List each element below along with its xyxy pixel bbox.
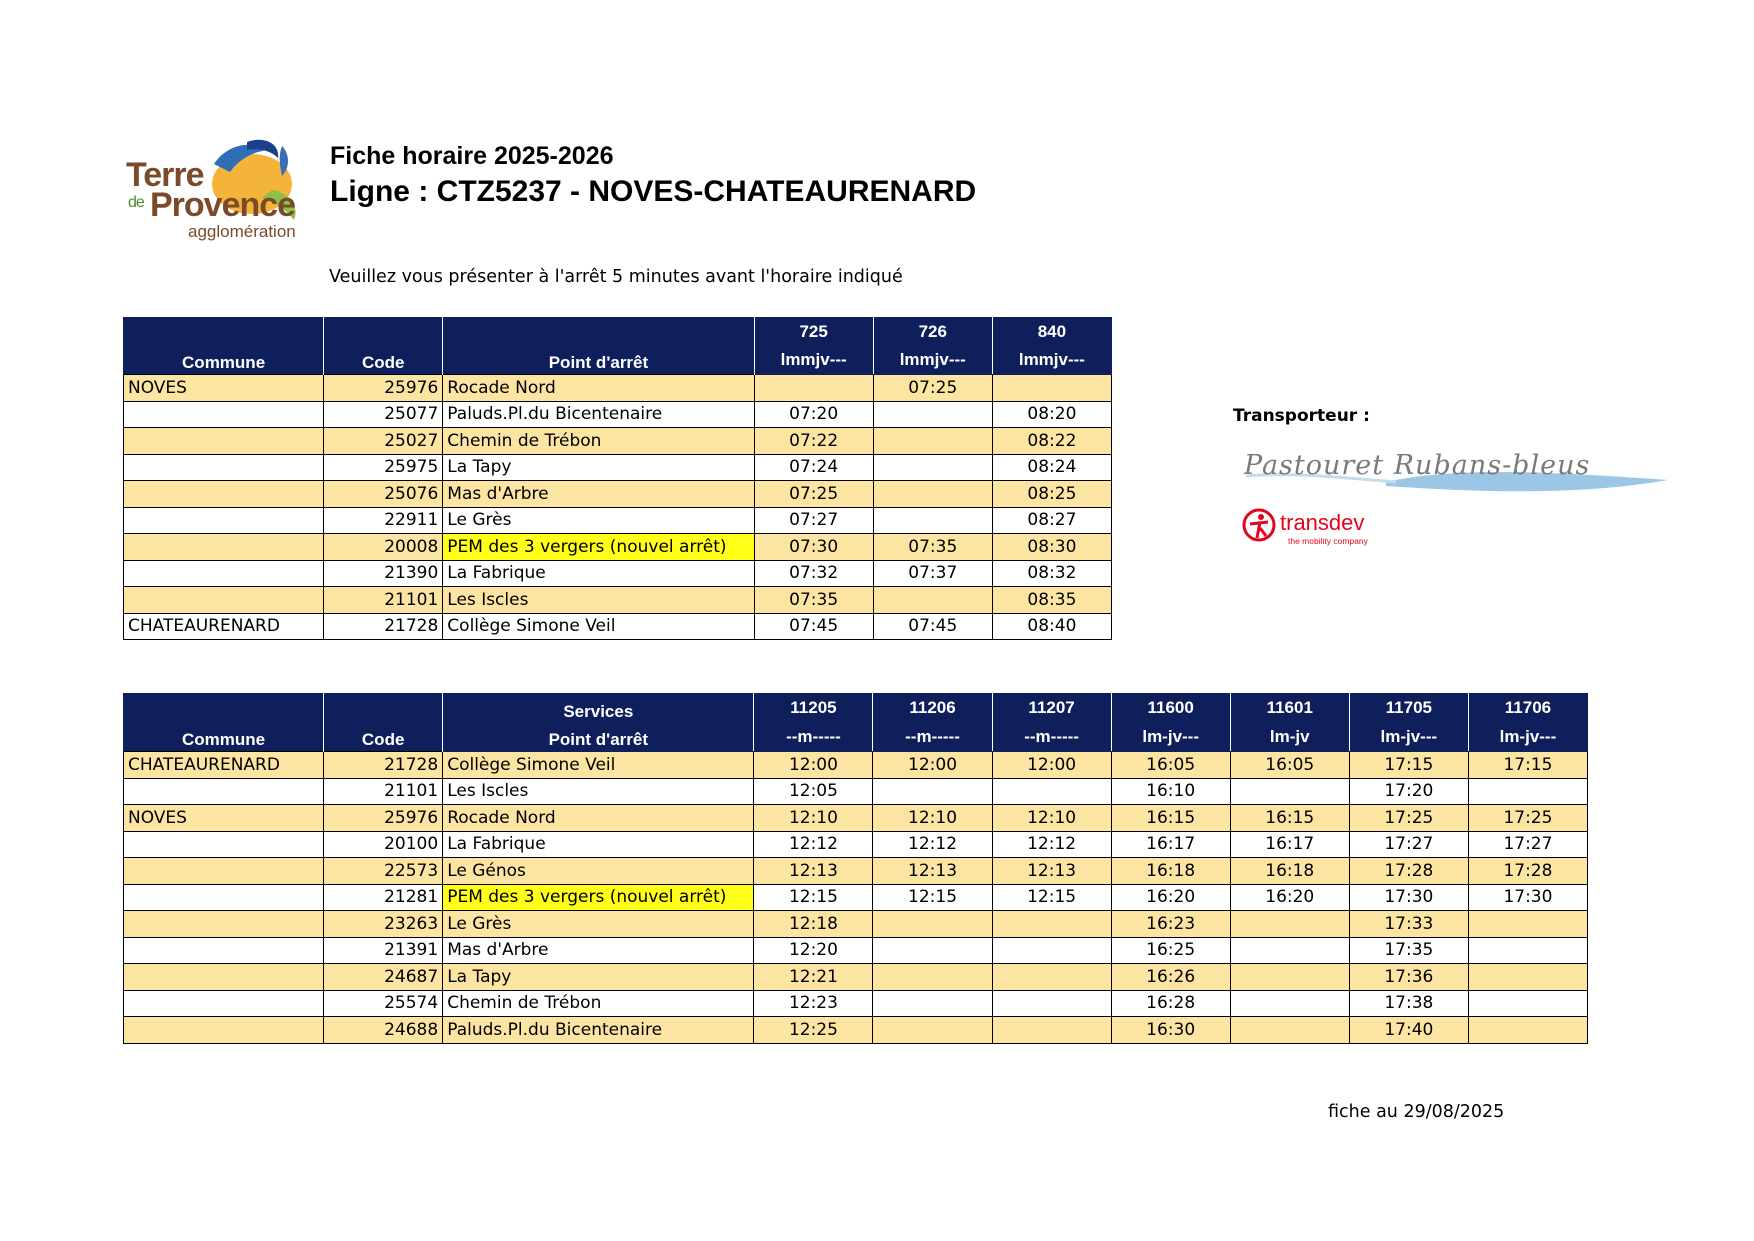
stop-cell: Le Génos — [443, 858, 754, 885]
time-cell: 16:15 — [1111, 805, 1230, 832]
time-cell — [1468, 1017, 1587, 1044]
time-cell: 07:25 — [873, 375, 992, 402]
time-cell: 12:00 — [754, 752, 873, 779]
time-cell — [1230, 990, 1349, 1017]
time-cell — [1468, 990, 1587, 1017]
time-cell: 12:15 — [754, 884, 873, 911]
table-row — [124, 481, 1112, 508]
code-cell: 25077 — [324, 401, 443, 428]
stop-cell: Le Grès — [443, 507, 754, 534]
time-cell: 12:10 — [992, 805, 1111, 832]
time-cell: 16:15 — [1230, 805, 1349, 832]
time-cell — [873, 428, 992, 455]
stop-cell: Collège Simone Veil — [443, 613, 754, 640]
table-row — [124, 587, 1112, 614]
code-cell: 21390 — [324, 560, 443, 587]
code-cell: 24688 — [324, 1017, 443, 1044]
time-cell: 07:24 — [754, 454, 873, 481]
time-cell — [992, 911, 1111, 938]
time-cell: 17:15 — [1349, 752, 1468, 779]
time-cell: 17:25 — [1349, 805, 1468, 832]
code-cell: 25076 — [324, 481, 443, 508]
logo-word-agglomeration: agglomération — [188, 222, 296, 241]
transdev-tagline: the mobility company — [1288, 536, 1368, 546]
stop-cell: La Tapy — [443, 964, 754, 991]
table-row — [124, 831, 1588, 858]
commune-cell — [124, 1017, 324, 1044]
time-cell — [992, 990, 1111, 1017]
time-cell: 07:45 — [873, 613, 992, 640]
pastouret-logo-text: Pastouret Rubans-bleus — [1244, 450, 1591, 481]
time-cell: 16:18 — [1111, 858, 1230, 885]
table-row — [124, 858, 1588, 885]
time-cell — [873, 1017, 992, 1044]
commune-cell: CHATEAURENARD — [124, 613, 324, 640]
time-cell: 08:25 — [992, 481, 1111, 508]
time-cell: 12:13 — [754, 858, 873, 885]
time-cell: 07:27 — [754, 507, 873, 534]
stop-cell: Collège Simone Veil — [443, 752, 754, 779]
time-cell: 17:35 — [1349, 937, 1468, 964]
time-cell: 17:33 — [1349, 911, 1468, 938]
service-number: 11205 — [754, 694, 873, 723]
table-row — [124, 428, 1112, 455]
time-cell — [992, 964, 1111, 991]
transdev-logo — [1240, 504, 1400, 552]
table-row — [124, 507, 1112, 534]
time-cell: 12:13 — [873, 858, 992, 885]
stop-cell: Mas d'Arbre — [443, 481, 754, 508]
time-cell: 17:27 — [1468, 831, 1587, 858]
time-cell — [873, 964, 992, 991]
stop-cell: Mas d'Arbre — [443, 937, 754, 964]
time-cell: 17:28 — [1349, 858, 1468, 885]
time-cell: 12:00 — [873, 752, 992, 779]
table-row — [124, 911, 1588, 938]
timetable-return — [123, 693, 1588, 1044]
code-cell: 25975 — [324, 454, 443, 481]
stop-cell: PEM des 3 vergers (nouvel arrêt) — [443, 534, 754, 561]
time-cell — [1468, 964, 1587, 991]
service-days: --m----- — [992, 722, 1111, 752]
time-cell: 12:15 — [992, 884, 1111, 911]
time-cell: 17:25 — [1468, 805, 1587, 832]
terre-de-provence-logo — [122, 136, 312, 248]
service-days: lmmjv--- — [754, 346, 873, 375]
table-row — [124, 401, 1112, 428]
code-cell: 21728 — [324, 752, 443, 779]
stop-cell: Rocade Nord — [443, 805, 754, 832]
service-number: 840 — [992, 318, 1111, 347]
code-cell: 21391 — [324, 937, 443, 964]
time-cell — [873, 454, 992, 481]
time-cell: 12:21 — [754, 964, 873, 991]
stop-cell: Paluds.Pl.du Bicentenaire — [443, 1017, 754, 1044]
stop-cell: Chemin de Trébon — [443, 428, 754, 455]
time-cell: 12:00 — [992, 752, 1111, 779]
code-cell: 20008 — [324, 534, 443, 561]
notice-text: Veuillez vous présenter à l'arrêt 5 minutes avant l'horaire indiqué — [329, 267, 903, 287]
time-cell: 08:30 — [992, 534, 1111, 561]
commune-cell — [124, 560, 324, 587]
header-point-arret: Point d'arrêt — [443, 722, 754, 752]
time-cell: 08:35 — [992, 587, 1111, 614]
commune-cell: CHATEAURENARD — [124, 752, 324, 779]
transporteur-label: Transporteur : — [1233, 406, 1370, 426]
service-days: --m----- — [873, 722, 992, 752]
time-cell: 16:20 — [1111, 884, 1230, 911]
commune-cell — [124, 428, 324, 455]
time-cell: 08:40 — [992, 613, 1111, 640]
time-cell: 12:12 — [873, 831, 992, 858]
time-cell — [873, 401, 992, 428]
time-cell — [1468, 911, 1587, 938]
transdev-figure-icon — [1242, 508, 1278, 544]
commune-cell — [124, 454, 324, 481]
code-cell: 25976 — [324, 805, 443, 832]
logo-word-provence: Provence — [150, 186, 296, 224]
time-cell — [873, 911, 992, 938]
time-cell: 16:18 — [1230, 858, 1349, 885]
time-cell: 07:37 — [873, 560, 992, 587]
code-cell: 21101 — [324, 778, 443, 805]
service-days: lmmjv--- — [992, 346, 1111, 375]
commune-cell — [124, 587, 324, 614]
time-cell: 17:20 — [1349, 778, 1468, 805]
commune-cell — [124, 911, 324, 938]
time-cell: 07:20 — [754, 401, 873, 428]
time-cell: 17:30 — [1349, 884, 1468, 911]
time-cell: 17:27 — [1349, 831, 1468, 858]
service-number: 725 — [754, 318, 873, 347]
commune-cell: NOVES — [124, 375, 324, 402]
time-cell — [1468, 778, 1587, 805]
time-cell — [1468, 937, 1587, 964]
service-days: lmmjv--- — [873, 346, 992, 375]
time-cell: 16:20 — [1230, 884, 1349, 911]
stop-cell: Paluds.Pl.du Bicentenaire — [443, 401, 754, 428]
time-cell: 12:05 — [754, 778, 873, 805]
time-cell — [873, 778, 992, 805]
table-row — [124, 937, 1588, 964]
code-cell: 22911 — [324, 507, 443, 534]
time-cell — [992, 778, 1111, 805]
table-row — [124, 884, 1588, 911]
stop-cell: Chemin de Trébon — [443, 990, 754, 1017]
stop-cell: Les Iscles — [443, 778, 754, 805]
time-cell: 12:20 — [754, 937, 873, 964]
time-cell: 16:05 — [1230, 752, 1349, 779]
code-cell: 24687 — [324, 964, 443, 991]
commune-cell — [124, 937, 324, 964]
stop-cell: La Fabrique — [443, 560, 754, 587]
service-days: lm-jv--- — [1349, 722, 1468, 752]
time-cell: 16:26 — [1111, 964, 1230, 991]
time-cell: 12:25 — [754, 1017, 873, 1044]
table-row — [124, 990, 1588, 1017]
commune-cell — [124, 401, 324, 428]
table-row — [124, 964, 1588, 991]
time-cell — [873, 507, 992, 534]
time-cell: 16:25 — [1111, 937, 1230, 964]
time-cell: 16:23 — [1111, 911, 1230, 938]
code-cell: 21101 — [324, 587, 443, 614]
time-cell — [1230, 937, 1349, 964]
time-cell — [992, 375, 1111, 402]
service-number: 11206 — [873, 694, 992, 723]
service-days: lm-jv--- — [1468, 722, 1587, 752]
time-cell: 07:35 — [754, 587, 873, 614]
time-cell — [1230, 1017, 1349, 1044]
transdev-logo-text: transdev — [1280, 510, 1365, 535]
code-cell: 20100 — [324, 831, 443, 858]
time-cell: 07:45 — [754, 613, 873, 640]
footer-date: fiche au 29/08/2025 — [1328, 1102, 1505, 1122]
commune-cell — [124, 884, 324, 911]
time-cell — [754, 375, 873, 402]
time-cell: 12:12 — [754, 831, 873, 858]
time-cell — [1230, 778, 1349, 805]
time-cell: 17:28 — [1468, 858, 1587, 885]
time-cell: 08:32 — [992, 560, 1111, 587]
time-cell: 08:20 — [992, 401, 1111, 428]
time-cell: 07:30 — [754, 534, 873, 561]
commune-cell — [124, 481, 324, 508]
timetable-outbound — [123, 317, 1112, 640]
time-cell: 16:28 — [1111, 990, 1230, 1017]
time-cell: 07:32 — [754, 560, 873, 587]
time-cell: 17:15 — [1468, 752, 1587, 779]
service-days: lm-jv — [1230, 722, 1349, 752]
table-row — [124, 534, 1112, 561]
commune-cell — [124, 964, 324, 991]
commune-cell — [124, 990, 324, 1017]
code-cell: 25976 — [324, 375, 443, 402]
time-cell — [1230, 964, 1349, 991]
service-number: 11706 — [1468, 694, 1587, 723]
time-cell: 16:17 — [1111, 831, 1230, 858]
time-cell: 08:27 — [992, 507, 1111, 534]
time-cell: 12:13 — [992, 858, 1111, 885]
time-cell: 12:10 — [754, 805, 873, 832]
table-row — [124, 805, 1588, 832]
code-cell: 25027 — [324, 428, 443, 455]
header-services: Services — [443, 694, 754, 723]
code-cell: 25574 — [324, 990, 443, 1017]
code-cell: 22573 — [324, 858, 443, 885]
commune-cell — [124, 831, 324, 858]
stop-cell: Le Grès — [443, 911, 754, 938]
time-cell: 12:10 — [873, 805, 992, 832]
table-row — [124, 613, 1112, 640]
service-days: lm-jv--- — [1111, 722, 1230, 752]
time-cell: 12:12 — [992, 831, 1111, 858]
time-cell: 17:30 — [1468, 884, 1587, 911]
time-cell: 16:30 — [1111, 1017, 1230, 1044]
service-number: 11601 — [1230, 694, 1349, 723]
service-number: 11207 — [992, 694, 1111, 723]
code-cell: 23263 — [324, 911, 443, 938]
commune-cell — [124, 507, 324, 534]
line-subtitle: Ligne : CTZ5237 - NOVES-CHATEAURENARD — [330, 175, 977, 208]
time-cell — [992, 1017, 1111, 1044]
time-cell: 16:10 — [1111, 778, 1230, 805]
service-number: 726 — [873, 318, 992, 347]
header-code: Code — [324, 694, 443, 752]
time-cell — [873, 937, 992, 964]
table-row — [124, 560, 1112, 587]
time-cell — [992, 937, 1111, 964]
stop-cell: La Tapy — [443, 454, 754, 481]
service-days: --m----- — [754, 722, 873, 752]
time-cell — [873, 587, 992, 614]
header-commune: Commune — [124, 318, 324, 375]
pastouret-logo — [1236, 442, 1672, 504]
commune-cell — [124, 778, 324, 805]
stop-cell: La Fabrique — [443, 831, 754, 858]
header-point-arret: Point d'arrêt — [443, 318, 754, 375]
logo-word-de: de — [128, 194, 144, 211]
service-number: 11600 — [1111, 694, 1230, 723]
commune-cell — [124, 858, 324, 885]
time-cell — [1230, 911, 1349, 938]
time-cell: 16:05 — [1111, 752, 1230, 779]
time-cell: 12:15 — [873, 884, 992, 911]
time-cell: 16:17 — [1230, 831, 1349, 858]
code-cell: 21728 — [324, 613, 443, 640]
stop-cell: Les Iscles — [443, 587, 754, 614]
time-cell — [873, 990, 992, 1017]
table-row — [124, 778, 1588, 805]
header-code: Code — [324, 318, 443, 375]
commune-cell: NOVES — [124, 805, 324, 832]
time-cell: 12:18 — [754, 911, 873, 938]
time-cell: 08:22 — [992, 428, 1111, 455]
stop-cell: Rocade Nord — [443, 375, 754, 402]
time-cell: 17:36 — [1349, 964, 1468, 991]
time-cell: 17:38 — [1349, 990, 1468, 1017]
stop-cell: PEM des 3 vergers (nouvel arrêt) — [443, 884, 754, 911]
time-cell: 12:23 — [754, 990, 873, 1017]
page-title: Fiche horaire 2025-2026 — [330, 142, 614, 170]
time-cell: 07:22 — [754, 428, 873, 455]
time-cell: 07:35 — [873, 534, 992, 561]
logo-word-terre: Terre — [126, 156, 204, 194]
time-cell: 07:25 — [754, 481, 873, 508]
code-cell: 21281 — [324, 884, 443, 911]
commune-cell — [124, 534, 324, 561]
time-cell: 08:24 — [992, 454, 1111, 481]
service-number: 11705 — [1349, 694, 1468, 723]
time-cell: 17:40 — [1349, 1017, 1468, 1044]
table-row — [124, 1017, 1588, 1044]
table-row — [124, 375, 1112, 402]
table-row — [124, 752, 1588, 779]
table-row — [124, 454, 1112, 481]
header-commune: Commune — [124, 694, 324, 752]
time-cell — [873, 481, 992, 508]
